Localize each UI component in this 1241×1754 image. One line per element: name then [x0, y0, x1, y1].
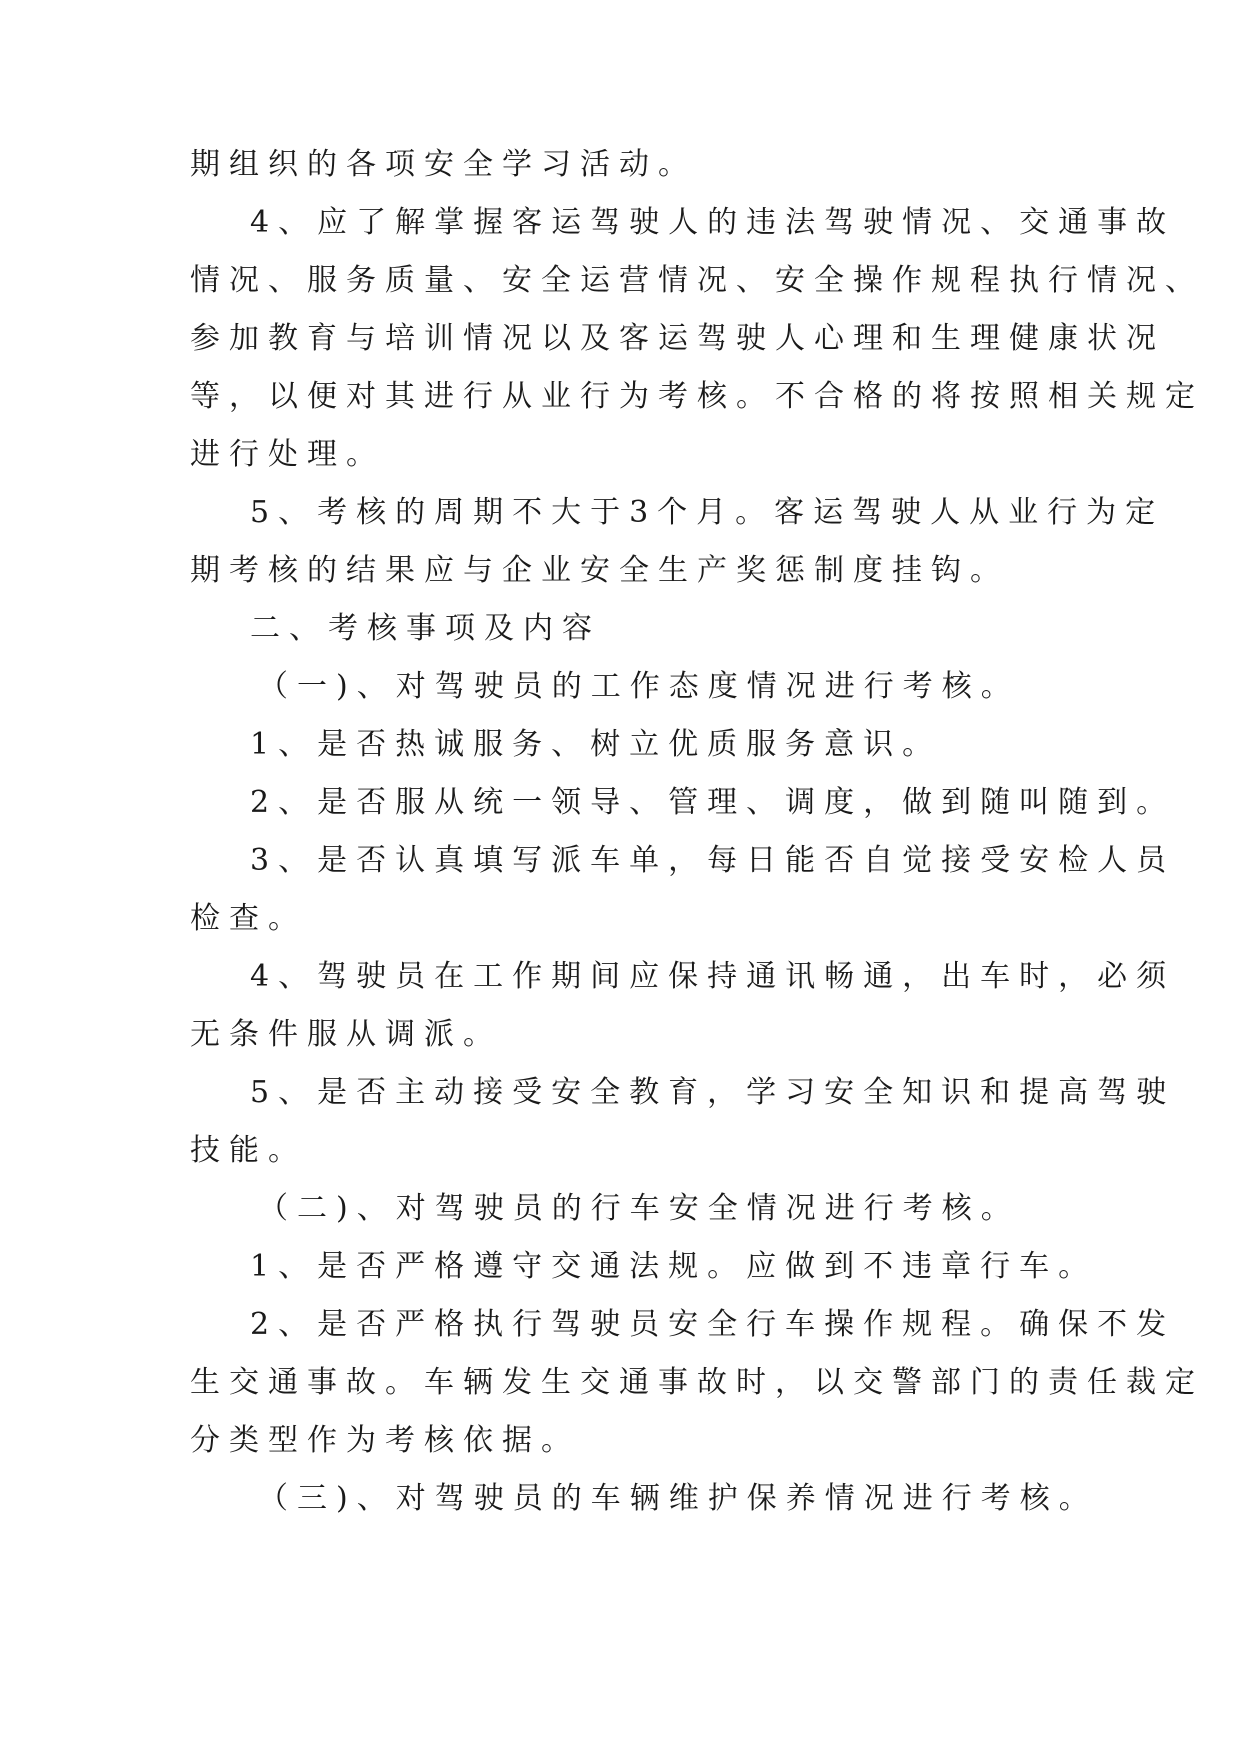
text-line: 2、是否服从统一领导、管理、调度，做到随叫随到。 — [250, 785, 1176, 820]
text-line: 5、是否主动接受安全教育，学习安全知识和提高驾驶 — [250, 1075, 1176, 1110]
text-line: 期考核的结果应与企业安全生产奖惩制度挂钩。 — [190, 553, 1009, 588]
text-line: 无条件服从调派。 — [190, 1017, 502, 1052]
text-line: 3、是否认真填写派车单，每日能否自觉接受安检人员 — [250, 843, 1176, 878]
subsection-heading: （一)、对驾驶员的工作态度情况进行考核。 — [258, 669, 1020, 704]
text-line: 进行处理。 — [190, 437, 385, 472]
text-line: 4、应了解掌握客运驾驶人的违法驾驶情况、交通事故 — [250, 205, 1176, 240]
text-line: 5、考核的周期不大于3个月。客运驾驶人从业行为定 — [250, 495, 1165, 530]
text-line: 技能。 — [190, 1133, 307, 1168]
subsection-heading: （二)、对驾驶员的行车安全情况进行考核。 — [258, 1191, 1020, 1226]
text-line: 分类型作为考核依据。 — [190, 1423, 580, 1458]
section-heading: 二、考核事项及内容 — [250, 611, 601, 646]
text-line: 生交通事故。车辆发生交通事故时，以交警部门的责任裁定 — [190, 1365, 1204, 1400]
text-line: 情况、服务质量、安全运营情况、安全操作规程执行情况、 — [190, 263, 1204, 298]
subsection-heading: （三)、对驾驶员的车辆维护保养情况进行考核。 — [258, 1481, 1098, 1516]
text-line: 2、是否严格执行驾驶员安全行车操作规程。确保不发 — [250, 1307, 1176, 1342]
text-line: 1、是否热诚服务、树立优质服务意识。 — [250, 727, 942, 762]
text-line: 4、驾驶员在工作期间应保持通讯畅通，出车时，必须 — [250, 959, 1176, 994]
text-line: 检查。 — [190, 901, 307, 936]
text-line: 参加教育与培训情况以及客运驾驶人心理和生理健康状况 — [190, 321, 1165, 356]
text-line: 期组织的各项安全学习活动。 — [190, 147, 697, 182]
text-line: 1、是否严格遵守交通法规。应做到不违章行车。 — [250, 1249, 1098, 1284]
text-line: 等，以便对其进行从业行为考核。不合格的将按照相关规定 — [190, 379, 1204, 414]
